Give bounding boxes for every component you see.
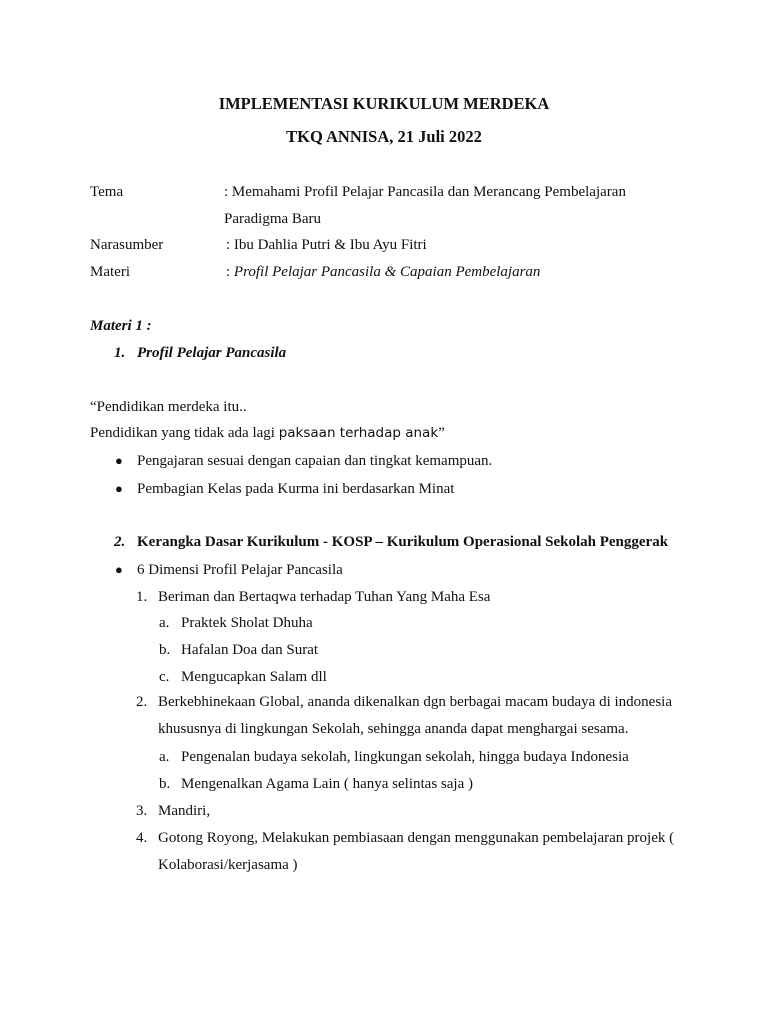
item2-text-line2: khususnya di lingkungan Sekolah, sehingga ananda dapat menghargai sesama. — [158, 721, 629, 737]
bullet-icon: ● — [115, 562, 123, 577]
tema-label: Tema — [90, 184, 124, 200]
section2-title: Kerangka Dasar Kurikulum - KOSP – Kurikulum Operasional Sekolah Penggerak — [137, 534, 669, 550]
section2-number: 2. — [114, 534, 126, 550]
item4-text-line1: Gotong Royong, Melakukan pembiasaan dengan menggunakan pembelajaran projek ( — [158, 830, 675, 846]
item2-sub-a: Pengenalan budaya sekolah, lingkungan sekolah, hingga budaya Indonesia — [181, 749, 629, 765]
item2-sub-b-letter: b. — [159, 776, 171, 792]
section1-number: 1. — [114, 345, 126, 361]
item1-sub-b-letter: b. — [159, 642, 171, 658]
quote-line2 — [90, 423, 445, 443]
item4-text-line2: Kolaborasi/kerjasama ) — [158, 857, 298, 873]
item1-number: 1. — [136, 589, 148, 605]
item1-sub-b: Hafalan Doa dan Surat — [181, 642, 319, 658]
tema-value-line1: : Memahami Profil Pelajar Pancasila dan Merancang Pembelajaran — [224, 184, 626, 200]
item1-sub-a-letter: a. — [159, 615, 170, 631]
item1-sub-c-letter: c. — [159, 669, 170, 685]
item2-text-line1: Berkebhinekaan Global, ananda dikenalkan dgn berbagai macam budaya di indonesia — [158, 694, 672, 710]
materi-label: Materi — [90, 264, 130, 280]
item4-number: 4. — [136, 830, 148, 846]
item1-sub-c: Mengucapkan Salam dll — [181, 669, 327, 685]
item2-number: 2. — [136, 694, 148, 710]
quote-line1: “Pendidikan merdeka itu.. — [90, 399, 247, 415]
section1-heading: Materi 1 : — [90, 318, 152, 334]
item1-text: Beriman dan Bertaqwa terhadap Tuhan Yang Maha Esa — [158, 589, 491, 605]
item2-sub-a-letter: a. — [159, 749, 170, 765]
document-subtitle: TKQ ANNISA, 21 Juli 2022 — [286, 127, 482, 146]
narasumber-value: : Ibu Dahlia Putri & Ibu Ayu Fitri — [226, 237, 427, 253]
bullet-icon: ● — [115, 453, 123, 468]
bullet-icon: ● — [115, 481, 123, 496]
section1-title: Profil Pelajar Pancasila — [137, 345, 287, 361]
quote-line2-start: Pendidikan yang tidak ada lagi — [90, 425, 279, 441]
section1-bullet-2: Pembagian Kelas pada Kurma ini berdasarkan Minat — [137, 481, 455, 497]
materi-value: Profil Pelajar Pancasila & Capaian Pembelajaran — [233, 264, 541, 280]
materi-value-row — [226, 262, 540, 282]
narasumber-label: Narasumber — [90, 237, 164, 253]
document-title: IMPLEMENTASI KURIKULUM MERDEKA — [218, 94, 550, 113]
tema-value-line2: Paradigma Baru — [224, 211, 322, 227]
quote-line2-emphasis: paksaan terhadap anak — [278, 425, 439, 441]
item3-number: 3. — [136, 803, 148, 819]
item3-text: Mandiri, — [158, 803, 211, 819]
section2-bullet: 6 Dimensi Profil Pelajar Pancasila — [137, 562, 343, 578]
section1-bullet-1: Pengajaran sesuai dengan capaian dan tingkat kemampuan. — [137, 453, 493, 469]
item2-sub-b: Mengenalkan Agama Lain ( hanya selintas saja ) — [181, 776, 473, 792]
materi-colon: : — [226, 264, 234, 280]
quote-line2-end: ” — [438, 425, 445, 441]
item1-sub-a: Praktek Sholat Dhuha — [181, 615, 313, 631]
